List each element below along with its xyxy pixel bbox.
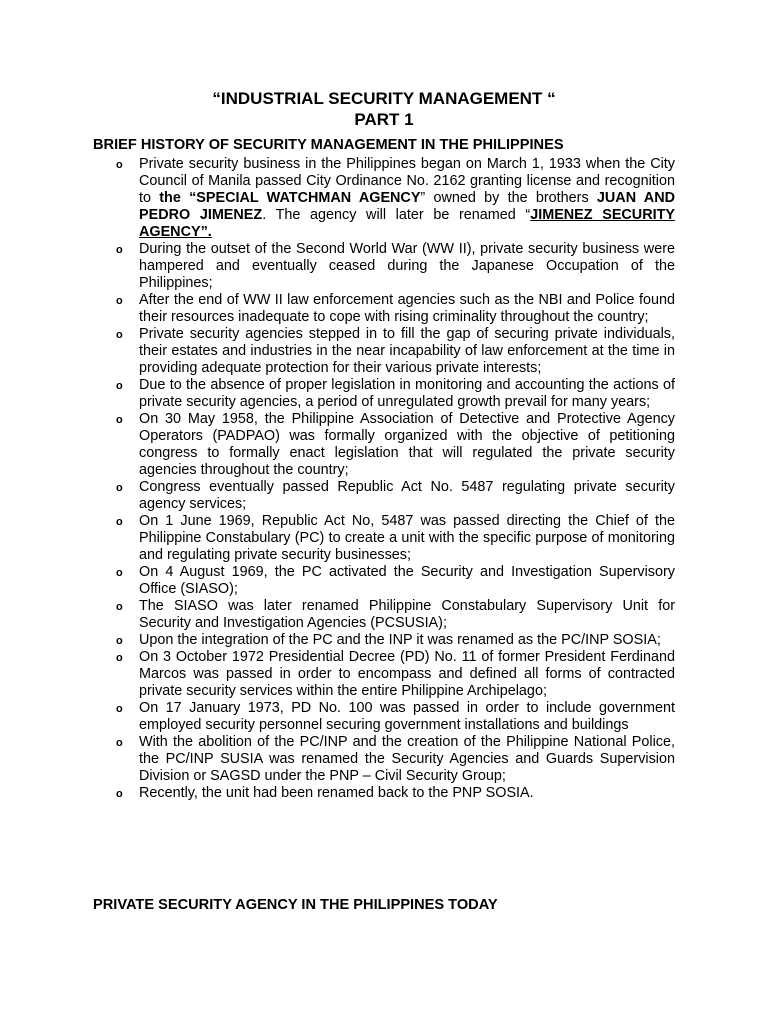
list-item: [93, 513, 675, 564]
list-item: [93, 700, 675, 734]
text-segment: ” owned by the brothers: [420, 190, 597, 206]
list-item: [93, 156, 675, 241]
list-item-text: On 1 June 1969, Republic Act No, 5487 was passed directing the Chief of the Philippine Constabulary (PC) to create a unit with the specific purpose of monitoring and regulating private security businesses;: [139, 513, 675, 563]
bullet-marker: o: [116, 635, 123, 647]
list-item: [93, 649, 675, 700]
title-line-1: “INDUSTRIAL SECURITY MANAGEMENT “: [212, 89, 556, 108]
text-segment: Private security business in the Philippines began on March 1, 1933 when the City Council of Manila passed City Ordinance No. 2162 granting license and recognition to: [139, 156, 675, 206]
bullet-marker: o: [116, 737, 123, 749]
list-item: [93, 292, 675, 326]
list-item-text: Congress eventually passed Republic Act No. 5487 regulating private security agency services;: [139, 479, 675, 512]
bullet-marker: o: [116, 159, 123, 171]
list-item: [93, 564, 675, 598]
title-line-2: PART 1: [354, 110, 414, 129]
list-item-text: With the abolition of the PC/INP and the creation of the Philippine National Police, the PC/INP SUSIA was renamed the Security Agencies and Guards Supervision Division or SAGSD under the PNP – Civil Security Group;: [139, 734, 675, 784]
history-bullet-list: [93, 156, 675, 802]
list-item: [93, 411, 675, 479]
list-item-text: Private security agencies stepped in to fill the gap of securing private individuals, their estates and industries in the near incapability of law enforcement at the time in providing adequate protection for their various private interests;: [139, 326, 675, 376]
list-item-text: On 4 August 1969, the PC activated the Security and Investigation Supervisory Office (SIASO);: [139, 564, 675, 597]
list-item-text: After the end of WW II law enforcement agencies such as the NBI and Police found their resources inadequate to cope with rising criminality throughout the country;: [139, 292, 675, 325]
renamed-agency-bold: JIMENEZ SECURITY AGENCY”.: [139, 207, 675, 240]
list-item-text: Due to the absence of proper legislation in monitoring and accounting the actions of private security agencies, a period of unregulated growth prevail for many years;: [139, 377, 675, 410]
list-item: [93, 632, 675, 649]
list-item-text: Upon the integration of the PC and the INP it was renamed as the PC/INP SOSIA;: [139, 632, 661, 648]
bullet-marker: o: [116, 601, 123, 613]
list-item-text: During the outset of the Second World War (WW II), private security business were hampered and eventually ceased during the Japanese Occupation of the Philippines;: [139, 241, 675, 291]
list-item-text: On 3 October 1972 Presidential Decree (PD) No. 11 of former President Ferdinand Marcos was passed in order to encompass and defined all forms of contracted private security services within the entire Philippine Archipelago;: [139, 649, 675, 699]
bullet-marker: o: [116, 482, 123, 494]
bullet-marker: o: [116, 295, 123, 307]
list-item: [93, 734, 675, 785]
bullet-marker: o: [116, 788, 123, 800]
list-item-text: [139, 156, 675, 240]
list-item: [93, 377, 675, 411]
bullet-marker: o: [116, 244, 123, 256]
list-item-text: On 17 January 1973, PD No. 100 was passed in order to include government employed security personnel securing government installations and buildings: [139, 700, 675, 733]
bullet-marker: o: [116, 652, 123, 664]
list-item-text: Recently, the unit had been renamed back to the PNP SOSIA.: [139, 785, 534, 801]
bullet-marker: o: [116, 380, 123, 392]
agency-name-bold: the “SPECIAL WATCHMAN AGENCY: [159, 190, 421, 206]
list-item: [93, 326, 675, 377]
bullet-marker: o: [116, 329, 123, 341]
section-heading-today: PRIVATE SECURITY AGENCY IN THE PHILIPPINES TODAY: [93, 897, 498, 913]
section-heading-history: BRIEF HISTORY OF SECURITY MANAGEMENT IN THE PHILIPPINES: [93, 137, 564, 153]
text-segment: . The agency will later be renamed “: [262, 207, 531, 223]
list-item-text: On 30 May 1958, the Philippine Association of Detective and Protective Agency Operators (PADPAO) was formally organized with the objective of petitioning congress to formally enact legislation that will regulated the private security agencies throughout the country;: [139, 411, 675, 478]
founders-name-bold: JUAN AND PEDRO JIMENEZ: [139, 190, 675, 223]
list-item: [93, 479, 675, 513]
list-item-text: The SIASO was later renamed Philippine Constabulary Supervisory Unit for Security and Investigation Agencies (PCSUSIA);: [139, 598, 675, 631]
bullet-marker: o: [116, 703, 123, 715]
bullet-marker: o: [116, 516, 123, 528]
list-item: [93, 598, 675, 632]
list-item: [93, 241, 675, 292]
bullet-marker: o: [116, 567, 123, 579]
list-item: [93, 785, 675, 802]
document-title: [93, 88, 675, 130]
bullet-marker: o: [116, 414, 123, 426]
